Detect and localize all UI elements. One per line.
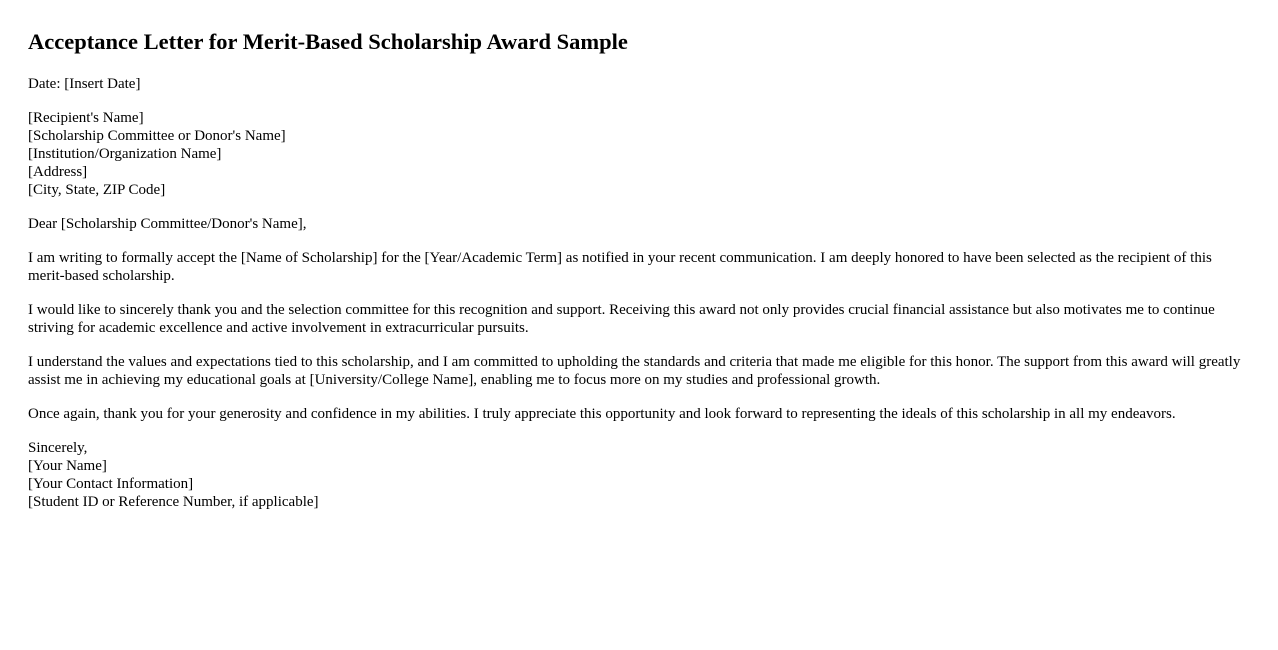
body-paragraph-gratitude: I would like to sincerely thank you and the selection committee for this recognition and support. Receiving this award not only provides crucial financial assistance but also motivates me to continue striving for academic excellence and active involvement in extracurricular pursuits.: [28, 302, 1215, 336]
body-paragraph-closing: Once again, thank you for your generosity and confidence in my abilities. I truly appreciate this opportunity and look forward to representing the ideals of this scholarship in all my endeavors.: [28, 406, 1176, 422]
sender-name: [Your Name]: [28, 458, 107, 474]
committee-name: [Scholarship Committee or Donor's Name]: [28, 128, 286, 144]
body-paragraph-acceptance: I am writing to formally accept the [Name of Scholarship] for the [Year/Academic Term] as notified in your recent communication. I am deeply honored to have been selected as the recipient of this merit-based scholarship.: [28, 250, 1212, 284]
salutation: Dear [Scholarship Committee/Donor's Name],: [28, 216, 307, 232]
body-paragraph-commitment: I understand the values and expectations tied to this scholarship, and I am committed to upholding the standards and criteria that made me eligible for this honor. The support from this award will greatly assist me in achieving my educational goals at [University/College Name], enabling me to focus more on my studies and professional growth.: [28, 354, 1241, 388]
date-line: Date: [Insert Date]: [28, 76, 141, 92]
sender-contact: [Your Contact Information]: [28, 476, 194, 492]
address-line: [Address]: [28, 164, 88, 180]
page-title: Acceptance Letter for Merit-Based Scholarship Award Sample: [28, 29, 628, 54]
sign-off: Sincerely,: [28, 440, 88, 456]
institution-name: [Institution/Organization Name]: [28, 146, 222, 162]
sender-student-id: [Student ID or Reference Number, if applicable]: [28, 494, 319, 510]
recipient-name: [Recipient's Name]: [28, 110, 144, 126]
letter-document: [28, 0, 1250, 511]
recipient-address-block: [28, 109, 1250, 199]
signature-block: [28, 439, 1250, 511]
city-state-zip: [City, State, ZIP Code]: [28, 182, 166, 198]
